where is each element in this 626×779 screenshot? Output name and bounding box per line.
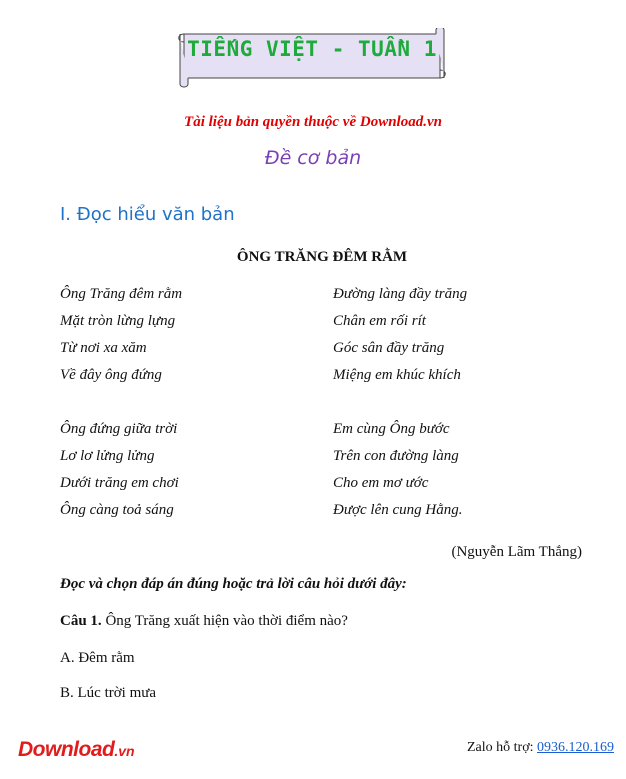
poem-line: Miệng em khúc khích <box>333 367 461 383</box>
zalo-phone-link[interactable]: 0936.120.169 <box>537 740 614 755</box>
question-1 <box>60 613 348 630</box>
poem-line: Dưới trăng em chơi <box>60 475 179 491</box>
poem-line: Mặt tròn lừng lựng <box>60 313 176 329</box>
stanza-gap <box>333 392 467 419</box>
subtitle: Đề cơ bản <box>264 147 362 169</box>
download-logo[interactable] <box>18 738 135 768</box>
poem-author: (Nguyễn Lãm Thắng) <box>451 544 582 560</box>
poem-line: Ông càng toả sáng <box>60 502 174 518</box>
zalo-label: Zalo hỗ trợ: <box>467 740 537 755</box>
poem-line: Ông đứng giữa trời <box>60 421 178 437</box>
poem-line: Về đây ông đứng <box>60 367 162 383</box>
poem-line: Đường làng đầy trăng <box>333 286 468 302</box>
copyright-notice: Tài liệu bản quyền thuộc về Download.vn <box>184 114 442 130</box>
poem-right-column <box>333 284 467 527</box>
poem-left-column <box>60 284 182 527</box>
logo-main-text: Download <box>18 738 115 761</box>
exercise-instruction: Đọc và chọn đáp án đúng hoặc trả lời câu hỏi dưới đây: <box>60 576 407 592</box>
section-heading: I. Đọc hiểu văn bản <box>60 204 235 225</box>
poem-line: Cho em mơ ước <box>333 475 429 491</box>
title-scroll-banner <box>172 28 452 90</box>
poem-line: Ông Trăng đêm rằm <box>60 286 183 302</box>
poem-line: Từ nơi xa xăm <box>60 340 147 356</box>
page-title: TIẾNG VIỆT - TUẦN 1 <box>187 37 437 61</box>
poem-line: Em cùng Ông bước <box>333 421 450 437</box>
logo-suffix: .vn <box>114 743 135 759</box>
answer-option-b: B. Lúc trời mưa <box>60 685 157 701</box>
poem-line: Chân em rối rít <box>333 313 426 329</box>
poem-line: Trên con đường làng <box>333 448 459 464</box>
poem-title: ÔNG TRĂNG ĐÊM RẰM <box>236 249 408 265</box>
poem-line: Được lên cung Hằng. <box>333 502 463 518</box>
poem-line: Góc sân đầy trăng <box>333 340 445 356</box>
answer-option-a: A. Đêm rằm <box>60 650 135 666</box>
question-label: Câu 1. <box>60 613 102 629</box>
stanza-gap <box>60 392 182 419</box>
poem-line: Lơ lơ lửng lửng <box>60 448 155 464</box>
question-text: Ông Trăng xuất hiện vào thời điểm nào? <box>101 613 348 629</box>
zalo-support <box>467 740 614 756</box>
